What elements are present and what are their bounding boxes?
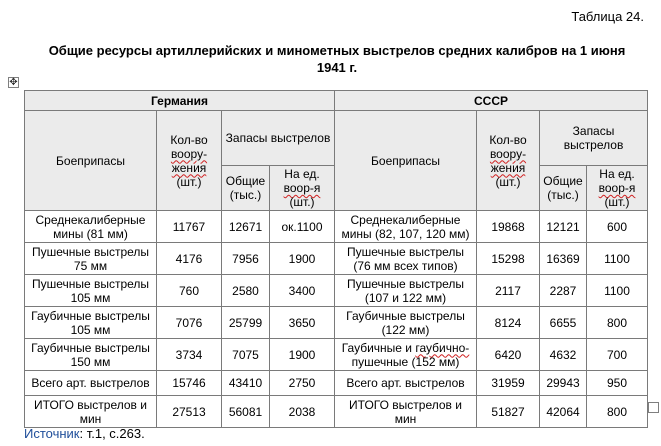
header-su-per-line3: (шт.) xyxy=(604,195,630,209)
table-move-handle-icon[interactable]: ✥ xyxy=(9,77,18,88)
de-ammo-cell: Гаубичные выстрелы 150 мм xyxy=(25,339,157,371)
su-ammo-cell: Гаубичные выстрелы (122 мм) xyxy=(335,307,477,339)
header-de-count-line1: Кол-во xyxy=(170,132,208,147)
de-ammo-cell: ИТОГО выстрелов и мин xyxy=(25,396,157,428)
table-row xyxy=(25,211,648,243)
de-per-cell: 1900 xyxy=(270,339,335,371)
header-de-count-line4: (шт.) xyxy=(176,174,202,189)
de-total-cell: 2580 xyxy=(222,275,270,307)
su-per-cell: 600 xyxy=(587,211,648,243)
de-ammo-cell: Всего арт. выстрелов xyxy=(25,371,157,396)
table-resize-handle[interactable] xyxy=(648,402,659,413)
de-ammo-cell: Пушечные выстрелы 75 мм xyxy=(25,243,157,275)
su-total-cell: 2287 xyxy=(540,275,587,307)
header-de-per-line3: (шт.) xyxy=(289,195,315,209)
header-su-total-line2: (тыс.) xyxy=(547,188,579,202)
su-count-cell: 51827 xyxy=(477,396,540,428)
table-row xyxy=(25,339,648,371)
su-total-cell: 29943 xyxy=(540,371,587,396)
su-ammo-text-c: пушечные (152 мм) xyxy=(351,354,460,369)
de-per-cell: 2038 xyxy=(270,396,335,428)
header-de-total-line1: Общие xyxy=(225,174,266,188)
de-per-cell: 1900 xyxy=(270,243,335,275)
de-per-cell: ок.1100 xyxy=(270,211,335,243)
de-count-cell: 7076 xyxy=(157,307,222,339)
su-ammo-cell: Всего арт. выстрелов xyxy=(335,371,477,396)
header-su-count xyxy=(477,111,540,211)
header-de-total-line2: (тыс.) xyxy=(229,188,262,202)
header-su-stocks: Запасы выстрелов xyxy=(540,111,648,166)
su-ammo-cell: Среднекалиберные мины (82, 107, 120 мм) xyxy=(335,211,477,243)
su-per-cell: 1100 xyxy=(587,243,648,275)
header-de-count-line2: воору- xyxy=(170,146,208,161)
table-row xyxy=(25,243,648,275)
de-total-cell: 56081 xyxy=(222,396,270,428)
su-per-cell: 950 xyxy=(587,371,648,396)
de-per-cell: 2750 xyxy=(270,371,335,396)
de-count-cell: 11767 xyxy=(157,211,222,243)
de-count-cell: 760 xyxy=(157,275,222,307)
su-total-cell: 4632 xyxy=(540,339,587,371)
table-number: Таблица 24. xyxy=(571,9,644,24)
source-note xyxy=(24,426,145,441)
header-su-per-unit xyxy=(587,166,648,211)
header-de-per-unit xyxy=(270,166,335,211)
header-su-count-line2: воору- xyxy=(489,146,527,161)
su-count-cell: 2117 xyxy=(477,275,540,307)
su-count-cell: 6420 xyxy=(477,339,540,371)
de-count-cell: 4176 xyxy=(157,243,222,275)
de-total-cell: 7075 xyxy=(222,339,270,371)
su-per-cell: 1100 xyxy=(587,275,648,307)
su-ammo-text-b: гаубично- xyxy=(415,340,470,355)
table-row xyxy=(25,396,648,428)
su-count-cell: 31959 xyxy=(477,371,540,396)
header-de-count xyxy=(157,111,222,211)
header-de-stocks: Запасы выстрелов xyxy=(222,111,335,166)
header-su-per-line2: воор-я xyxy=(598,181,636,195)
su-ammo-cell: ИТОГО выстрелов и мин xyxy=(335,396,477,428)
su-count-cell: 8124 xyxy=(477,307,540,339)
su-per-cell: 700 xyxy=(587,339,648,371)
header-su-total xyxy=(540,166,587,211)
de-per-cell: 3650 xyxy=(270,307,335,339)
header-su-ammo: Боеприпасы xyxy=(335,111,477,211)
document-title xyxy=(30,42,644,76)
su-ammo-cell xyxy=(335,339,477,371)
source-text: : т.1, с.263. xyxy=(79,426,145,441)
header-su-per-line1: На ед. xyxy=(599,167,635,181)
header-de-per-line1: На ед. xyxy=(284,167,320,181)
table-row xyxy=(25,275,648,307)
header-ussr: СССР xyxy=(335,91,648,111)
su-per-cell: 800 xyxy=(587,307,648,339)
de-total-cell: 25799 xyxy=(222,307,270,339)
header-su-count-line4: (шт.) xyxy=(495,174,521,189)
su-ammo-text-a: Гаубичные и xyxy=(341,340,416,355)
su-ammo-cell: Пушечные выстрелы (107 и 122 мм) xyxy=(335,275,477,307)
header-de-ammo: Боеприпасы xyxy=(25,111,157,211)
header-germany: Германия xyxy=(25,91,335,111)
su-total-cell: 42064 xyxy=(540,396,587,428)
header-de-per-line2: воор-я xyxy=(283,181,321,195)
header-de-count-line3: жения xyxy=(171,160,207,175)
su-count-cell: 15298 xyxy=(477,243,540,275)
title-line-2: 1941 г. xyxy=(316,60,358,75)
table-row xyxy=(25,307,648,339)
de-count-cell: 15746 xyxy=(157,371,222,396)
su-per-cell: 800 xyxy=(587,396,648,428)
ammunition-table xyxy=(24,90,648,428)
su-total-cell: 16369 xyxy=(540,243,587,275)
su-total-cell: 12121 xyxy=(540,211,587,243)
de-per-cell: 3400 xyxy=(270,275,335,307)
de-ammo-cell: Гаубичные выстрелы 105 мм xyxy=(25,307,157,339)
de-ammo-cell: Пушечные выстрелы 105 мм xyxy=(25,275,157,307)
de-total-cell: 12671 xyxy=(222,211,270,243)
de-ammo-cell: Среднекалиберные мины (81 мм) xyxy=(25,211,157,243)
de-total-cell: 43410 xyxy=(222,371,270,396)
header-su-count-line1: Кол-во xyxy=(489,132,527,147)
header-row-countries xyxy=(25,91,648,111)
header-row-columns xyxy=(25,111,648,166)
su-count-cell: 19868 xyxy=(477,211,540,243)
su-ammo-cell: Пушечные выстрелы (76 мм всех типов) xyxy=(335,243,477,275)
header-su-count-line3: жения xyxy=(490,160,526,175)
title-line-1: Общие ресурсы артиллерийских и минометных выстрелов средних калибров на 1 июня xyxy=(48,43,626,58)
header-su-total-line1: Общие xyxy=(543,174,583,188)
de-count-cell: 27513 xyxy=(157,396,222,428)
header-de-total xyxy=(222,166,270,211)
source-label: Источник xyxy=(24,426,80,441)
table-row xyxy=(25,371,648,396)
su-total-cell: 6655 xyxy=(540,307,587,339)
de-total-cell: 7956 xyxy=(222,243,270,275)
de-count-cell: 3734 xyxy=(157,339,222,371)
